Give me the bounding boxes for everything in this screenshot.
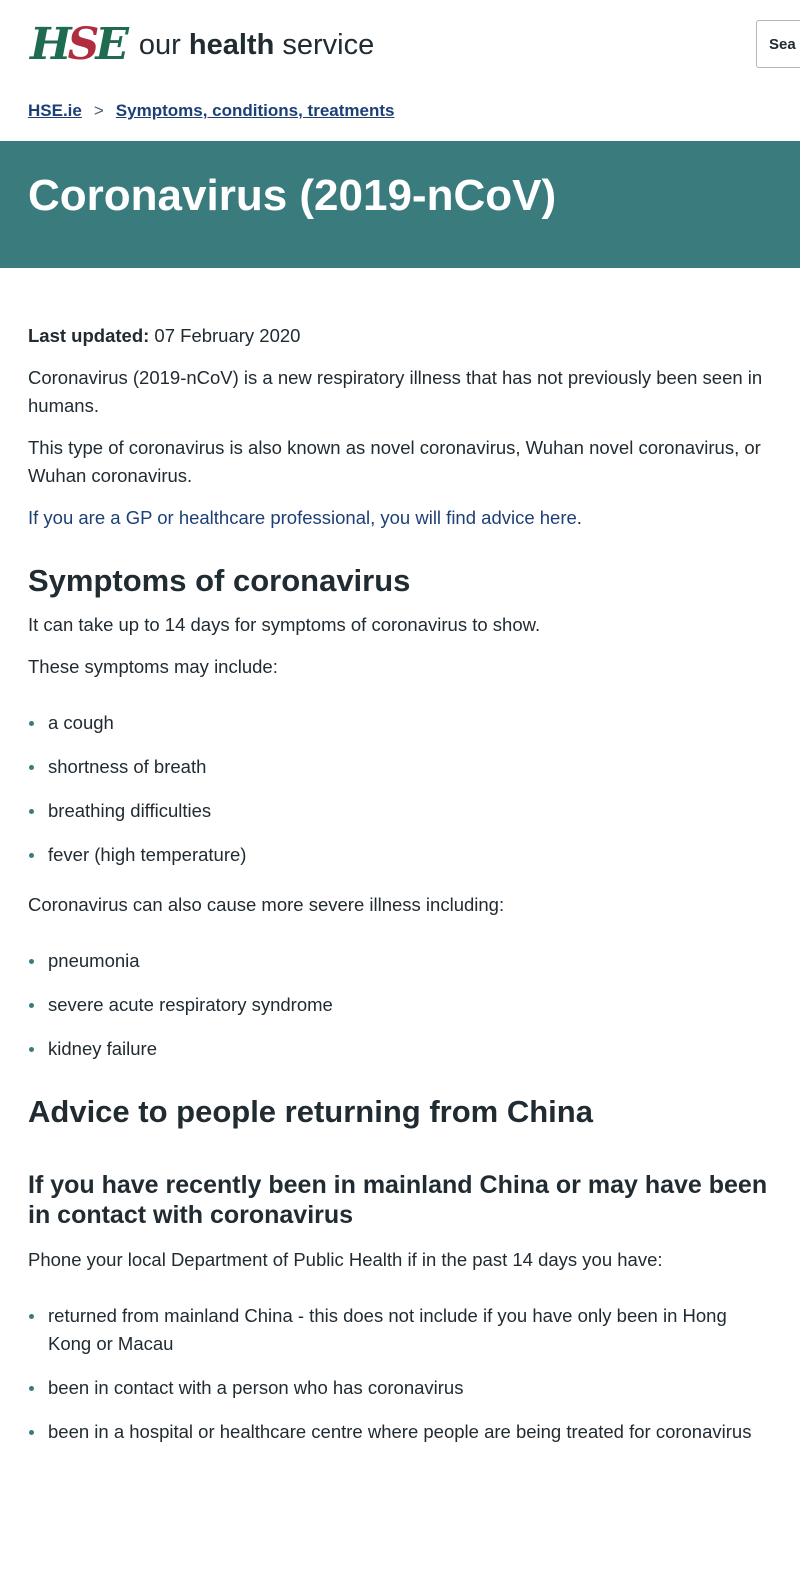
hse-logo-mark: HSE: [30, 19, 125, 70]
list-item: shortness of breath: [28, 753, 768, 781]
list-item: kidney failure: [28, 1035, 768, 1063]
list-item: a cough: [28, 709, 768, 737]
advice-subheading: If you have recently been in mainland China or may have been in contact with coronavirus: [28, 1171, 768, 1230]
severe-illness-list: [28, 947, 768, 1063]
breadcrumb-section-link[interactable]: Symptoms, conditions, treatments: [115, 101, 395, 120]
page-title: Coronavirus (2019-nCoV): [28, 171, 557, 220]
gp-advice-link[interactable]: If you are a GP or healthcare professional, you will find advice here: [28, 507, 577, 528]
advice-paragraph: Phone your local Department of Public Health if in the past 14 days you have:: [28, 1249, 663, 1271]
site-header: [0, 0, 800, 92]
breadcrumb-home-link[interactable]: HSE.ie: [28, 101, 82, 120]
list-item: been in a hospital or healthcare centre where people are being treated for coronavirus: [28, 1418, 768, 1446]
intro-paragraph-2: This type of coronavirus is also known as novel coronavirus, Wuhan novel coronavirus, or Wuhan coronavirus.: [28, 437, 761, 486]
advice-heading: Advice to people returning from China: [28, 1094, 593, 1130]
gp-advice: If you are a GP or healthcare professional, you will find advice here.: [28, 507, 582, 528]
symptoms-paragraph-2: These symptoms may include:: [28, 656, 278, 678]
list-item: pneumonia: [28, 947, 768, 975]
hse-logo[interactable]: [30, 18, 374, 72]
breadcrumb: [28, 101, 394, 121]
intro-paragraph-1: Coronavirus (2019-nCoV) is a new respiratory illness that has not previously been seen in humans.: [28, 367, 763, 416]
last-updated: Last updated: 07 February 2020: [28, 325, 301, 346]
list-item: returned from mainland China - this does not include if you have only been in Hong Kong or Macau: [28, 1302, 768, 1358]
severe-illness-intro: Coronavirus can also cause more severe illness including:: [28, 894, 505, 916]
list-item: been in contact with a person who has coronavirus: [28, 1374, 768, 1402]
search-button[interactable]: Sea: [756, 20, 800, 68]
symptoms-list: [28, 709, 768, 869]
breadcrumb-separator: >: [93, 101, 104, 120]
list-item: breathing difficulties: [28, 797, 768, 825]
list-item: severe acute respiratory syndrome: [28, 991, 768, 1019]
symptoms-heading: Symptoms of coronavirus: [28, 563, 411, 598]
logo-text: our health service: [138, 28, 375, 61]
list-item: fever (high temperature): [28, 841, 768, 869]
advice-list: [28, 1302, 768, 1446]
symptoms-paragraph-1: It can take up to 14 days for symptoms of coronavirus to show.: [28, 614, 541, 636]
main-content: [28, 322, 768, 1468]
